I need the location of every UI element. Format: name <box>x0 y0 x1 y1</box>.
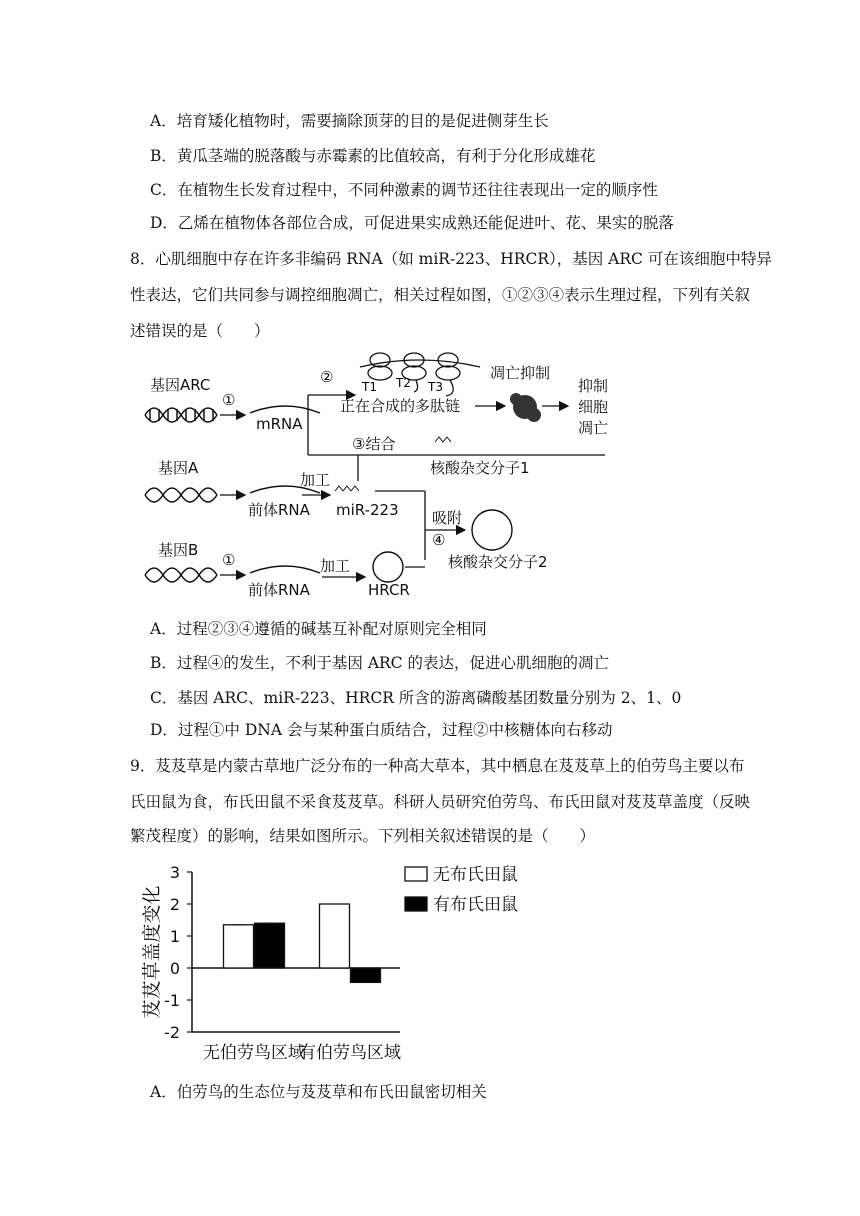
q7-option-b: B．黄瓜茎端的脱落酸与赤霉素的比值较高，有利于分化形成雄花 <box>150 147 596 165</box>
q8-stem-line-2: 性表达，它们共同参与调控细胞凋亡，相关过程如图，①②③④表示生理过程，下列有关叙 <box>130 286 751 304</box>
bar <box>351 968 381 982</box>
q8-stem-line-1: 8．心肌细胞中存在许多非编码 RNA（如 miR-223、HRCR），基因 ARC 可在该细胞中特异 <box>130 250 772 268</box>
process-a-label: 加工 <box>300 471 331 489</box>
q8-diagram <box>130 345 630 605</box>
x-tick-label: 有伯劳鸟区域 <box>299 1043 401 1063</box>
process-b-label: 加工 <box>320 557 351 575</box>
t1-label: T1 <box>362 380 377 394</box>
q8-option-c: C．基因 ARC、miR-223、HRCR 所含的游离磷酸基团数量分别为 2、1、0 <box>150 689 682 707</box>
pre-rna-b-label: 前体RNA <box>248 581 310 599</box>
apoptosis-inhibit-label: 凋亡抑制 <box>490 364 551 382</box>
y-tick-label: 2 <box>169 895 180 914</box>
q9-bar-chart <box>130 855 550 1070</box>
step1-label: ① <box>222 391 236 409</box>
y-tick-label: -2 <box>164 1023 180 1042</box>
pre-rna-a-label: 前体RNA <box>248 501 310 519</box>
legend-swatch <box>405 897 427 911</box>
mir223-icon <box>335 486 359 491</box>
hybrid1-icon <box>435 437 451 442</box>
q8-option-a: A．过程②③④遵循的碱基互补配对原则完全相同 <box>150 620 487 638</box>
mrna-label: mRNA <box>256 415 303 433</box>
q7-option-d: D．乙烯在植物体各部位合成，可促进果实成熟还能促进叶、花、果实的脱落 <box>150 214 674 232</box>
t2-label: T2 <box>396 376 411 390</box>
step4-label: ④ <box>432 531 446 549</box>
q7-option-a: A．培育矮化植物时，需要摘除顶芽的目的是促进侧芽生长 <box>150 112 549 130</box>
step3-label: ③结合 <box>352 435 396 453</box>
gene-arc-label: 基因ARC <box>150 376 211 394</box>
t3-label: T3 <box>428 380 443 394</box>
hybrid2-label: 核酸杂交分子2 <box>448 553 548 571</box>
x-tick-label: 无伯劳鸟区域 <box>203 1043 305 1063</box>
legend-swatch <box>405 867 427 881</box>
step1b-label: ① <box>222 551 236 569</box>
result-line-2: 细胞 <box>578 398 609 416</box>
step2-label: ② <box>320 368 334 386</box>
dna-helix-arc <box>145 408 217 422</box>
y-tick-label: -1 <box>164 991 180 1010</box>
gene-b-label: 基因B <box>158 541 199 559</box>
gene-a-label: 基因A <box>158 459 199 477</box>
hybrid1-label: 核酸杂交分子1 <box>430 459 530 477</box>
q8-stem-line-3: 述错误的是（ ） <box>130 322 270 340</box>
adsorb-label: 吸附 <box>432 509 463 527</box>
hybrid2-icon <box>472 510 512 550</box>
y-axis-label: 芨芨草盖度变化 <box>141 885 163 1019</box>
peptide-label: 正在合成的多肽链 <box>340 397 461 415</box>
q7-option-c: C．在植物生长发育过程中，不同种激素的调节还往往表现出一定的顺序性 <box>150 181 658 199</box>
q9-option-a: A．伯劳鸟的生态位与芨芨草和布氏田鼠密切相关 <box>150 1083 487 1101</box>
y-tick-label: 3 <box>169 863 180 882</box>
bar <box>224 925 254 968</box>
q8-option-b: B．过程④的发生，不利于基因 ARC 的表达，促进心肌细胞的凋亡 <box>150 654 609 672</box>
legend-label: 有布氏田鼠 <box>433 895 518 915</box>
ribosome-icon <box>360 353 480 396</box>
hrcr-icon <box>373 552 403 582</box>
y-tick-label: 1 <box>169 927 180 946</box>
q9-stem-line-3: 繁茂程度）的影响，结果如图所示。下列相关叙述错误的是（ ） <box>130 827 596 845</box>
q9-stem-line-1: 9．芨芨草是内蒙古草地广泛分布的一种高大草本，其中栖息在芨芨草上的伯劳鸟主要以布 <box>130 757 745 775</box>
dna-helix-b <box>145 568 217 582</box>
q8-option-d: D．过程①中 DNA 会与某种蛋白质结合，过程②中核糖体向右移动 <box>150 721 613 739</box>
result-line-3: 凋亡 <box>578 419 609 437</box>
mrna-strand <box>250 406 320 413</box>
dna-helix-a <box>145 488 217 502</box>
protein-icon <box>510 393 541 422</box>
y-tick-label: 0 <box>169 959 180 978</box>
legend-label: 无布氏田鼠 <box>433 865 518 885</box>
hrcr-label: HRCR <box>368 581 410 599</box>
mir223-label: miR-223 <box>336 501 399 519</box>
result-line-1: 抑制 <box>578 377 609 395</box>
bar <box>320 904 350 968</box>
q9-stem-line-2: 氏田鼠为食，布氏田鼠不采食芨芨草。科研人员研究伯劳鸟、布氏田鼠对芨芨草盖度（反映 <box>130 793 751 811</box>
bar <box>255 923 285 968</box>
